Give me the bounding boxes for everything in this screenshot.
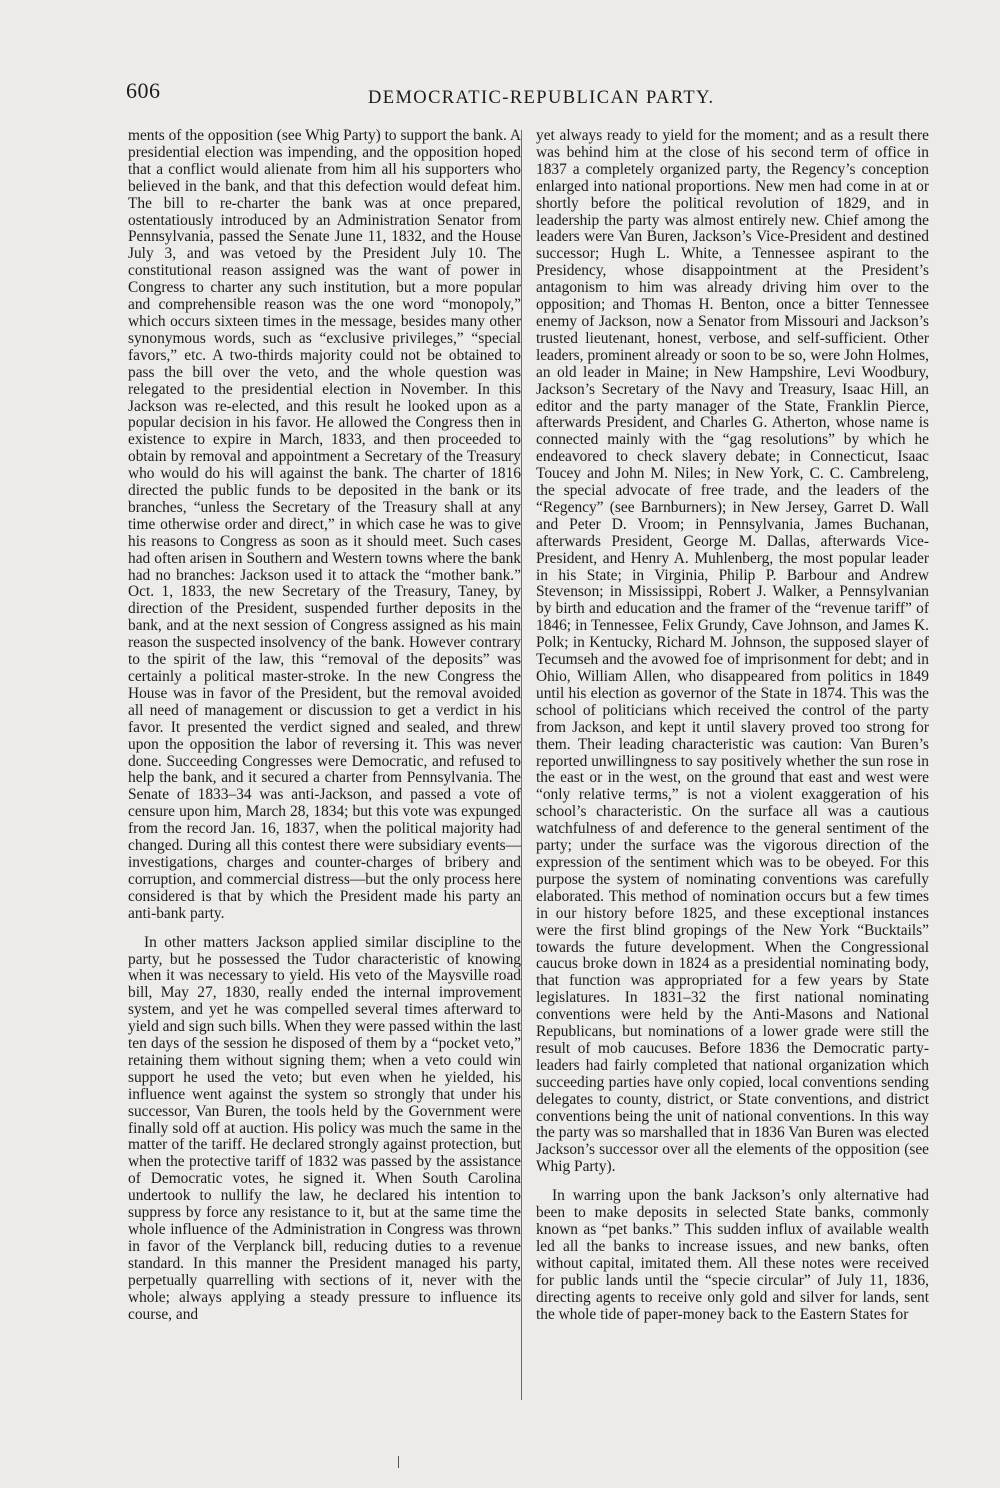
page-number: 606 xyxy=(126,78,161,103)
right-paragraph-2: In warring upon the bank Jackson’s only alternative had been to make deposits in selected State banks, commonly known as “pet banks.” This sudden influx of available wealth led all the banks to increase issues, and new banks, often without capital, imitated them. All these notes were received for public lands until the “specie circular” of July 11, 1836, directing agents to receive only gold and silver for lands, sent the whole tide of paper-money back to the Eastern States for xyxy=(536,1187,929,1323)
bottom-mark xyxy=(398,1456,399,1468)
running-head: DEMOCRATIC-REPUBLICAN PARTY. xyxy=(368,88,715,108)
right-column xyxy=(536,128,929,1323)
left-paragraph-2: In other matters Jackson applied similar discipline to the party, but he possessed the Tudor characteristic of knowing when it was necessary to yield. His veto of the Maysville road bill, May 27, 1830, really ended the internal improvement system, and yet he was compelled several times afterward to yield and sign such bills. When they were passed within the last ten days of the session he disposed of them by a “pocket veto,” retaining them without signing them; when a veto could win support he used the veto; but even when he yielded, his influence went against the system so strongly that under his successor, Van Buren, the tools held by the Government were finally sold off at auction. His policy was much the same in the matter of the tariff. He declared strongly against protection, but when the protective tariff of 1832 was passed by the assistance of Democratic votes, he signed it. When South Carolina undertook to nullify the law, he declared his intention to suppress by force any resistance to it, but at the same time the whole influence of the Administration in Congress was thrown in favor of the Verplanck bill, reducing duties to a revenue standard. In this manner the President managed his party, perpetually quarrelling with sections of it, never with the whole; always applying a steady pressure to influence its course, and xyxy=(128,933,521,1323)
left-column xyxy=(128,128,521,1323)
column-divider xyxy=(521,130,522,1400)
left-paragraph-1: ments of the opposition (see Whig Party) to support the bank. A presidential election was impending, and the opposition hoped that a conflict would alienate from him all his supporters who believed in the bank, and that this defection would defeat him. The bill to re-charter the bank was at once prepared, ostentatiously introduced by an Administration Senator from Pennsylvania, passed the Senate June 11, 1832, and the House July 3, and was vetoed by the President July 10. The constitutional reason assigned was the want of power in Congress to charter any such institution, but a more popular and comprehensible reason was the one word “monopoly,” which occurs sixteen times in the message, besides many other synonymous words, such as “exclusive privileges,” “special favors,” etc. A two-thirds majority could not be obtained to pass the bill over the veto, and the whole question was relegated to the presidential election in November. In this Jackson was re-elected, and this result he looked upon as a popular decision in his favor. He allowed the Congress then in existence to expire in March, 1833, and then proceeded to obtain by removal and appointment a Secretary of the Treasury who would do his will against the bank. The charter of 1816 directed the public funds to be deposited in the bank or its branches, “unless the Secretary of the Treasury shall at any time otherwise order and direct,” in which case he was to give his reasons to Congress as soon as it should meet. Such cases had often arisen in Southern and Western towns where the bank had no branches: Jackson used it to attack the “mother bank.” Oct. 1, 1833, the new Secretary of the Treasury, Taney, by direction of the President, suspended further deposits in the bank, and at the next session of Congress assigned as his main reason the suspected insolvency of the bank. However contrary to the spirit of the law, this “removal of the deposits” was certainly a political master-stroke. In the new Congress the House was in favor of the President, but the removal avoided all need of management or discussion to get a verdict in his favor. It presented the verdict signed and sealed, and threw upon the opposition the labor of reversing it. This was never done. Succeeding Congresses were Democratic, and refused to help the bank, and it secured a charter from Pennsylvania. The Senate of 1833–34 was anti-Jackson, and passed a vote of censure upon him, March 28, 1834; but this vote was expunged from the record Jan. 16, 1837, when the political majority had changed. During all this contest there were subsidiary events—investigations, charges and counter-charges of bribery and corruption, and commercial distress—but the only process here considered is that by which the President made his party an anti-bank party. xyxy=(128,127,521,922)
right-paragraph-1: yet always ready to yield for the moment; and as a result there was behind him at the close of his second term of office in 1837 a completely organized party, the Regency’s conception enlarged into national proportions. New men had come in at or shortly before the political revolution of 1829, and in leadership the party was almost entirely new. Chief among the leaders were Van Buren, Jackson’s Vice-President and destined successor; Hugh L. White, a Tennessee aspirant to the Presidency, whose disappointment at the President’s antagonism to him was already driving him over to the opposition; and Thomas H. Benton, once a bitter Tennessee enemy of Jackson, now a Senator from Missouri and Jackson’s trusted lieutenant, honest, verbose, and self-sufficient. Other leaders, prominent already or soon to be so, were John Holmes, an old leader in Maine; in New Hampshire, Levi Woodbury, Jackson’s Secretary of the Navy and Treasury, Isaac Hill, an editor and the party manager of the State, Franklin Pierce, afterwards President, and Charles G. Atherton, whose name is connected mainly with the “gag resolutions” by which he endeavored to check slavery debate; in Connecticut, Isaac Toucey and John M. Niles; in New York, C. C. Cambreleng, the special advocate of free trade, and the leaders of the “Regency” (see Barnburners); in New Jersey, Garret D. Wall and Peter D. Vroom; in Pennsylvania, James Buchanan, afterwards President, George M. Dallas, afterwards Vice-President, and Henry A. Muhlenberg, the most popular leader in his State; in Virginia, Philip P. Barbour and Andrew Stevenson; in Mississippi, Robert J. Walker, a Pennsylvanian by birth and education and the framer of the “revenue tariff” of 1846; in Tennessee, Felix Grundy, Cave Johnson, and James K. Polk; in Kentucky, Richard M. Johnson, the supposed slayer of Tecumseh and the avowed foe of imprisonment for debt; and in Ohio, William Allen, who disappeared from politics in 1849 until his election as governor of the State in 1874. This was the school of politicians which received the control of the party from Jackson, and kept it until slavery proved too strong for them. Their leading characteristic was caution: Van Buren’s reported unwillingness to say positively whether the sun rose in the east or in the west, on the ground that east and west were “only relative terms,” is not a violent exaggeration of his school’s characteristic. On the surface all was a cautious watchfulness of and deference to the general sentiment of the party; under the surface was the vigorous direction of the expression of the sentiment which was to be obeyed. For this purpose the system of nominating conventions was carefully elaborated. This method of nomination occurs but a few times in our history before 1825, and these exceptional instances were the first blind gropings of the New York “Bucktails” towards the future development. When the Congressional caucus broke down in 1824 as a presidential nominating body, that function was appropriated for a few years by State legislatures. In 1831–32 the first national nominating conventions were held by the Anti-Masons and National Republicans, but nominations of a lower grade were still the result of mob caucuses. Before 1836 the Democratic party-leaders had fairly completed that national organization which succeeding parties have only copied, local conventions sending delegates to county, district, or State conventions, and district conventions being the unit of national conventions. In this way the party was so marshalled that in 1836 Van Buren was elected Jackson’s successor over all the elements of the opposition (see Whig Party). xyxy=(536,127,929,1176)
